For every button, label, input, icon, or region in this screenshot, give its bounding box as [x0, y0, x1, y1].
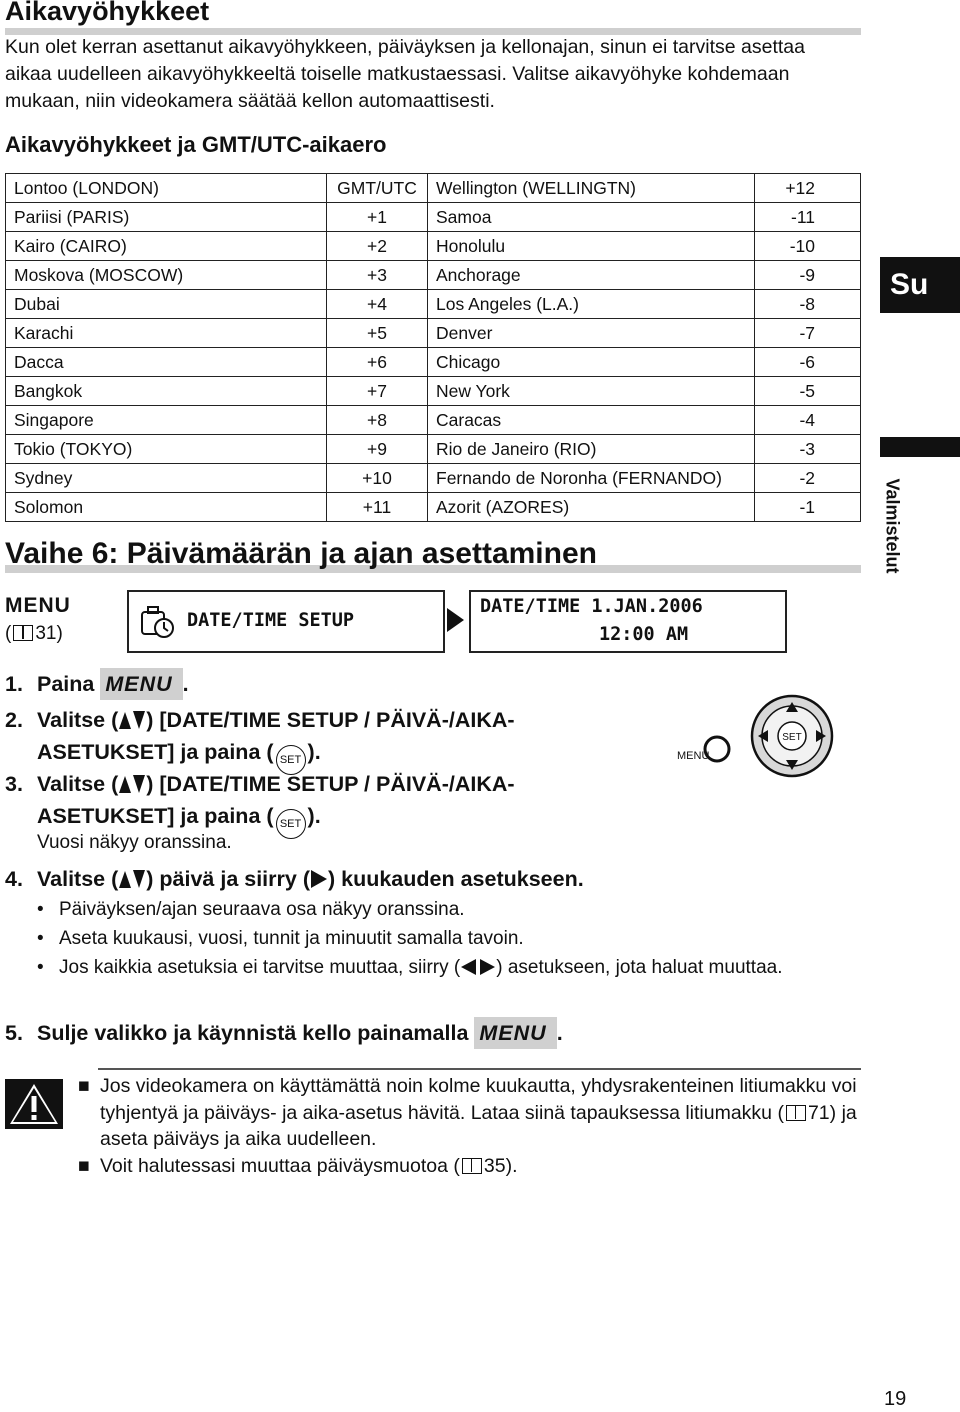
- step-text-part: ).: [307, 804, 321, 828]
- bullet-text-part: ) asetukseen, jota haluat muuttaa.: [496, 957, 783, 978]
- warning-item: [78, 1073, 858, 1153]
- lcd-screen-menu: [127, 590, 445, 653]
- city-name: Samoa: [428, 203, 755, 232]
- bullet-3: [5, 953, 865, 1011]
- intro-text: Kun olet kerran asettanut aikavyöhykkeen, päiväyksen ja kellonajan, sinun ei tarvitse asettaa aikaa uudelleen aikavyöhykkeeltä toiselle matkustaessasi. Valitse aikavyöhyke kohdemaan mukaan, niin videokamera säätää kellon automaattisesti.: [5, 36, 805, 112]
- step-3: [5, 768, 645, 860]
- warning-text: Voit halutessasi muuttaa päiväysmuotoa (: [100, 1154, 460, 1177]
- table-row: [6, 319, 861, 348]
- utc-offset: -2: [755, 464, 861, 493]
- step-number: 1.: [5, 672, 23, 696]
- left-right-icon: [460, 958, 496, 976]
- ref-open: (: [5, 623, 12, 644]
- bullet-text: Aseta kuukausi, vuosi, tunnit ja minuutit samalla tavoin.: [59, 928, 524, 949]
- utc-offset: +4: [327, 290, 428, 319]
- city-name: Singapore: [6, 406, 327, 435]
- city-name: Honolulu: [428, 232, 755, 261]
- city-name: Dubai: [6, 290, 327, 319]
- step-text-part: ).: [307, 740, 321, 764]
- page-reference: [5, 623, 63, 645]
- city-name: Dacca: [6, 348, 327, 377]
- city-name: Rio de Janeiro (RIO): [428, 435, 755, 464]
- table-row: [6, 232, 861, 261]
- step-text-part: ASETUKSET] ja paina (: [37, 804, 274, 828]
- bullet-dot: •: [37, 899, 44, 920]
- city-name: Azorit (AZORES): [428, 493, 755, 522]
- step-text-part: Paina: [37, 672, 101, 696]
- bullet-square-icon: ■: [78, 1154, 90, 1177]
- bullet-1: [5, 895, 865, 924]
- city-name: Sydney: [6, 464, 327, 493]
- set-button-icon: SET: [276, 809, 306, 839]
- city-name: Pariisi (PARIS): [6, 203, 327, 232]
- city-name: Moskova (MOSCOW): [6, 261, 327, 290]
- step-heading: Vaihe 6: Päivämäärän ja ajan asettaminen: [5, 537, 597, 570]
- utc-offset: -11: [755, 203, 861, 232]
- page-number: 19: [884, 1388, 907, 1410]
- ref-page: 31: [35, 623, 57, 644]
- step-text-part: ) päivä ja siirry (: [146, 867, 310, 891]
- step-text: [37, 668, 189, 700]
- warning-page-ref: 35: [483, 1154, 506, 1177]
- time-zone-table: [5, 173, 861, 522]
- city-name: Lontoo (LONDON): [6, 174, 327, 203]
- camera-settings-icon: [138, 604, 176, 640]
- city-name: Kairo (CAIRO): [6, 232, 327, 261]
- step-text-part: ) [DATE/TIME SETUP / PÄIVÄ-/AIKA-: [146, 772, 515, 796]
- utc-offset: -9: [755, 261, 861, 290]
- warning-text: Jos videokamera on käyttämättä noin kolme kuukautta, yhdysrakenteinen litiumakku voi tyhjentyä ja päiväys- ja aika-asetus hävitä. Lataa siinä tapauksessa litiumakku (: [100, 1075, 857, 1124]
- utc-offset: +8: [327, 406, 428, 435]
- table-row: [6, 174, 861, 203]
- utc-offset: +2: [327, 232, 428, 261]
- warning-item: [78, 1153, 858, 1180]
- ref-close: ): [56, 623, 63, 644]
- book-icon: [13, 625, 33, 641]
- step-5: [5, 1017, 865, 1049]
- city-name: Tokio (TOKYO): [6, 435, 327, 464]
- utc-offset: -1: [755, 493, 861, 522]
- utc-offset: +7: [327, 377, 428, 406]
- utc-offset: +3: [327, 261, 428, 290]
- utc-offset: +10: [327, 464, 428, 493]
- step-text-part: Sulje valikko ja käynnistä kello painamalla: [37, 1021, 475, 1045]
- table-row: [6, 261, 861, 290]
- up-down-icon: [118, 774, 146, 794]
- step-text-part: .: [556, 1021, 563, 1045]
- warning-text: ) ja aseta päiväys ja aika uudelleen.: [100, 1101, 857, 1150]
- book-icon: [786, 1105, 806, 1121]
- step-text-part: .: [182, 672, 189, 696]
- table-row: [6, 435, 861, 464]
- utc-offset: -6: [755, 348, 861, 377]
- lcd-time-line: 12:00 AM: [599, 624, 689, 645]
- utc-offset: -3: [755, 435, 861, 464]
- table-row: [6, 464, 861, 493]
- bullet-text-part: Jos kaikkia asetuksia ei tarvitse muuttaa, siirry (: [59, 957, 461, 978]
- step-4: [5, 863, 865, 895]
- warning-icon: [5, 1079, 63, 1129]
- bullet-text: [59, 953, 819, 982]
- city-name: Los Angeles (L.A.): [428, 290, 755, 319]
- language-tab: Su: [880, 257, 960, 313]
- utc-offset: +12: [755, 174, 861, 203]
- utc-offset: -8: [755, 290, 861, 319]
- diagram-menu-label: MENU: [677, 750, 710, 762]
- table-row: [6, 406, 861, 435]
- step-note: Vuosi näkyy oranssina.: [37, 832, 232, 853]
- step-2: [5, 704, 645, 768]
- section-tab-bar: [880, 437, 960, 457]
- step-number: 5.: [5, 1021, 23, 1045]
- utc-offset: -10: [755, 232, 861, 261]
- city-name: Bangkok: [6, 377, 327, 406]
- utc-offset: +5: [327, 319, 428, 348]
- right-arrow-icon: [310, 869, 328, 889]
- step-text-part: ) kuukauden asetukseen.: [327, 867, 584, 891]
- step-text-part: Valitse (: [37, 772, 119, 796]
- warning-page-ref: 71: [807, 1101, 830, 1124]
- warning-text: ).: [505, 1154, 518, 1177]
- city-name: Fernando de Noronha (FERNANDO): [428, 464, 755, 493]
- city-name: Chicago: [428, 348, 755, 377]
- table-row: [6, 493, 861, 522]
- section-tab: [874, 470, 910, 582]
- set-button-icon: SET: [276, 745, 306, 775]
- arrow-right-icon: [447, 608, 464, 632]
- utc-offset: +1: [327, 203, 428, 232]
- menu-button: MENU: [474, 1017, 556, 1049]
- bullet-dot: •: [37, 928, 44, 949]
- up-down-icon: [118, 869, 146, 889]
- bullet-square-icon: ■: [78, 1075, 90, 1097]
- step-text: [37, 768, 515, 800]
- utc-offset: +6: [327, 348, 428, 377]
- city-name: Wellington (WELLINGTN): [428, 174, 755, 203]
- step-text-part: ASETUKSET] ja paina (: [37, 740, 274, 764]
- step-text: [37, 704, 515, 736]
- city-name: Karachi: [6, 319, 327, 348]
- bullet-text: Päiväyksen/ajan seuraava osa näkyy oranssina.: [59, 899, 465, 920]
- step-text: [37, 863, 584, 895]
- city-name: Caracas: [428, 406, 755, 435]
- city-name: Anchorage: [428, 261, 755, 290]
- city-name: Solomon: [6, 493, 327, 522]
- utc-offset: -7: [755, 319, 861, 348]
- step-number: 2.: [5, 708, 23, 732]
- book-icon: [462, 1158, 482, 1174]
- step-text: [37, 1017, 563, 1049]
- bullet-dot: •: [37, 957, 44, 978]
- bullet-2: [5, 924, 865, 953]
- city-name: New York: [428, 377, 755, 406]
- page-title: Aikavyöhykkeet: [5, 0, 210, 26]
- step-number: 3.: [5, 772, 23, 796]
- utc-offset: -5: [755, 377, 861, 406]
- lcd-date-line: DATE/TIME 1.JAN.2006: [480, 596, 703, 617]
- table-row: [6, 377, 861, 406]
- step-text-part: Valitse (: [37, 867, 119, 891]
- warning-divider: [98, 1068, 861, 1070]
- up-down-icon: [118, 710, 146, 730]
- step-number: 4.: [5, 867, 23, 891]
- lcd-menu-label: DATE/TIME SETUP: [187, 610, 355, 631]
- table-title: Aikavyöhykkeet ja GMT/UTC-aikaero: [5, 132, 387, 157]
- menu-tag: MENU: [5, 594, 71, 617]
- utc-offset: -4: [755, 406, 861, 435]
- step-text-part: Valitse (: [37, 708, 119, 732]
- diagram-set-label: SET: [782, 732, 802, 743]
- utc-offset: GMT/UTC: [327, 174, 428, 203]
- utc-offset: +9: [327, 435, 428, 464]
- step-text-part: ) [DATE/TIME SETUP / PÄIVÄ-/AIKA-: [146, 708, 515, 732]
- table-row: [6, 290, 861, 319]
- step-1: [5, 668, 605, 700]
- section-tab-label: Valmistelut: [882, 478, 903, 574]
- table-row: [6, 203, 861, 232]
- lcd-screen-date: [469, 590, 787, 653]
- table-row: [6, 348, 861, 377]
- joystick-diagram: [677, 694, 837, 794]
- warning-notes: [78, 1073, 858, 1179]
- menu-button: MENU: [100, 668, 182, 700]
- city-name: Denver: [428, 319, 755, 348]
- utc-offset: +11: [327, 493, 428, 522]
